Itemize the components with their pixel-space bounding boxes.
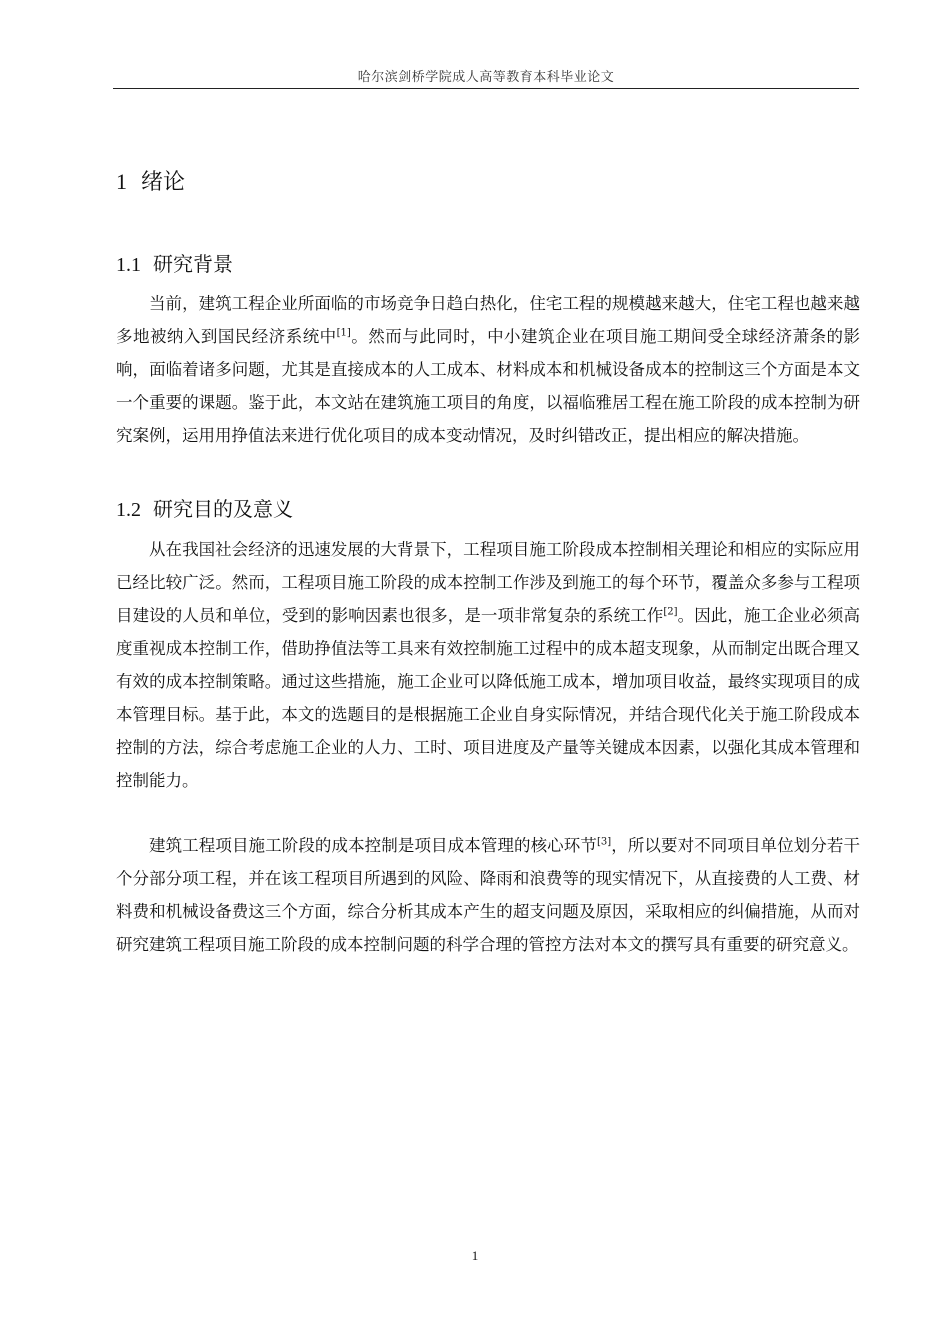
chapter-heading xyxy=(116,165,185,196)
citation-mark: [1] xyxy=(336,327,351,339)
body-paragraph: 当前，建筑工程企业所面临的市场竞争日趋白热化，住宅工程的规模越来越大，住宅工程也越来越多地被纳入到国民经济系统中[1]。然而与此同时，中小建筑企业在项目施工期间受全球经济萧条的影响，面临着诸多问题，尤其是直接成本的人工成本、材料成本和机械设备成本的控制这三个方面是本文一个重要的课题。鉴于此，本文站在建筑施工项目的角度，以福临雅居工程在施工阶段的成本控制为研究案例，运用用挣值法来进行优化项目的成本变动情况，及时纠错改正，提出相应的解决措施。 xyxy=(116,294,861,445)
section-heading xyxy=(116,248,233,277)
citation-mark: [2] xyxy=(663,606,678,618)
chapter-number: 1 xyxy=(116,169,127,194)
header-divider xyxy=(113,88,859,89)
section-title: 研究背景 xyxy=(153,252,233,276)
body-paragraph: 建筑工程项目施工阶段的成本控制是项目成本管理的核心环节[3]，所以要对不同项目单位划分若干个分部分项工程，并在该工程项目所遇到的风险、降雨和浪费等的现实情况下，从直接费的人工费、材料费和机械设备费这三个方面，综合分析其成本产生的超支问题及原因，采取相应的纠偏措施，从而对研究建筑工程项目施工阶段的成本控制问题的科学合理的管控方法对本文的撰写具有重要的研究意义。 xyxy=(116,836,861,954)
body-paragraph: 从在我国社会经济的迅速发展的大背景下，工程项目施工阶段成本控制相关理论和相应的实际应用已经比较广泛。然而，工程项目施工阶段的成本控制工作涉及到施工的每个环节，覆盖众多参与工程项目建设的人员和单位，受到的影响因素也很多，是一项非常复杂的系统工作[2]。因此，施工企业必须高度重视成本控制工作，借助挣值法等工具来有效控制施工过程中的成本超支现象，从而制定出既合理又有效的成本控制策略。通过这些措施，施工企业可以降低施工成本，增加项目收益，最终实现项目的成本管理目标。基于此，本文的选题目的是根据施工企业自身实际情况，并结合现代化关于施工阶段成本控制的方法，综合考虑施工企业的人力、工时、项目进度及产量等关键成本因素，以强化其成本管理和控制能力。 xyxy=(116,540,861,790)
page-number: 1 xyxy=(471,1248,479,1263)
running-header: 哈尔滨剑桥学院成人高等教育本科毕业论文 xyxy=(357,70,615,85)
section-title: 研究目的及意义 xyxy=(153,497,293,521)
section-heading xyxy=(116,493,293,522)
citation-mark: [3] xyxy=(596,836,612,848)
section-number: 1.1 xyxy=(116,254,141,276)
section-number: 1.2 xyxy=(116,499,141,521)
chapter-title: 绪论 xyxy=(141,170,186,195)
